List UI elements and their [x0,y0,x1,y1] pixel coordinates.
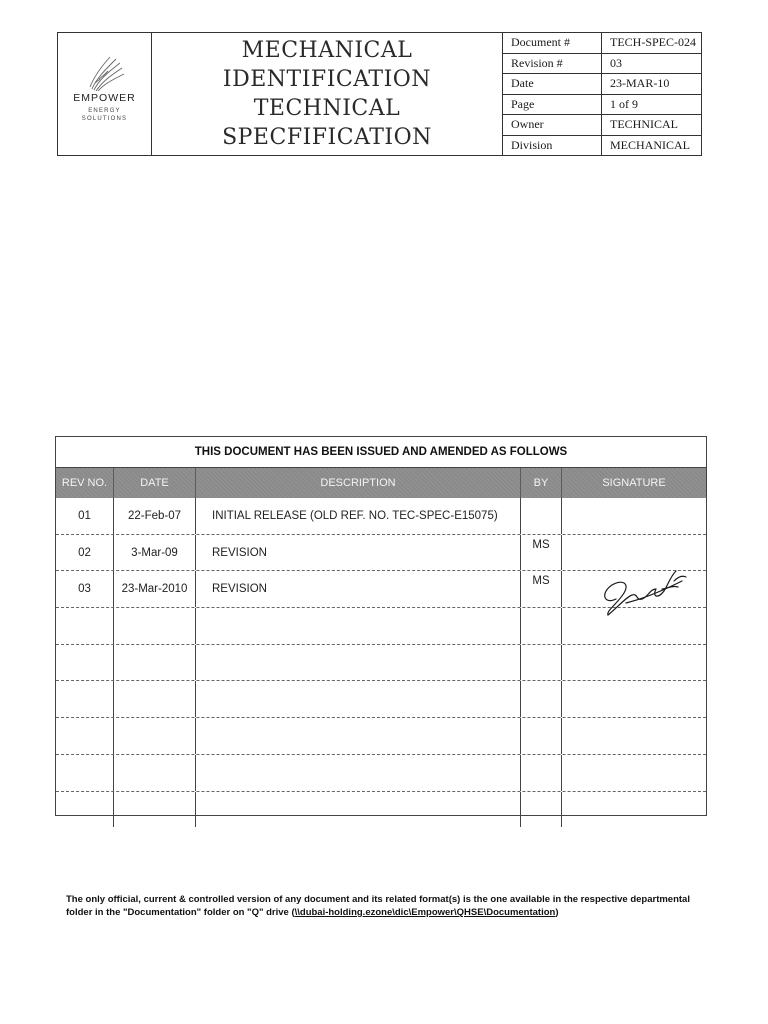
cell-description [196,681,521,717]
cell-signature [562,645,706,681]
amendment-header-row [56,468,706,498]
cell-description [196,792,521,828]
document-meta-table [503,33,701,155]
cell-date: 23-Mar-2010 [114,571,196,607]
cell-description [196,755,521,791]
column-header-by: BY [521,468,562,498]
cell-rev-no [56,608,114,644]
column-header-rev-no: REV NO. [56,468,114,498]
cell-date [114,792,196,828]
cell-rev-no [56,718,114,754]
cell-signature [562,792,706,828]
notice-text-end: ) [555,907,559,918]
meta-row-page [503,95,701,116]
cell-rev-no [56,755,114,791]
cell-by [521,645,562,681]
title-line: IDENTIFICATION [222,67,432,92]
cell-description: REVISION [196,571,521,607]
cell-description [196,718,521,754]
cell-by [521,718,562,754]
logo-cell [58,33,152,155]
table-row [56,645,706,682]
cell-by [521,792,562,828]
cell-rev-no [56,681,114,717]
cell-rev-no [56,792,114,828]
cell-by: MS [521,535,562,571]
cell-date: 3-Mar-09 [114,535,196,571]
cell-date [114,608,196,644]
meta-row-date [503,74,701,95]
cell-date: 22-Feb-07 [114,498,196,534]
cell-description [196,608,521,644]
cell-signature [562,498,706,534]
meta-value: 23-MAR-10 [610,76,670,91]
logo-wordmark: EMPOWER [73,92,136,104]
meta-value: 03 [610,55,622,70]
cell-by: MS [521,571,562,607]
logo-subline-1: ENERGY [88,108,121,114]
cell-by [521,498,562,534]
meta-label: Page [503,95,602,115]
cell-rev-no: 01 [56,498,114,534]
column-header-description: DESCRIPTION [196,468,521,498]
meta-label: Owner [503,115,602,135]
meta-value: MECHANICAL [610,137,690,152]
cell-signature [562,718,706,754]
meta-label: Division [503,136,602,156]
cell-by [521,681,562,717]
cell-rev-no: 02 [56,535,114,571]
cell-date [114,681,196,717]
cell-signature [562,681,706,717]
cell-signature [562,755,706,791]
notice-text: The only official, current & controlled version of any document and its related format(s) is the one available in the respective departmental folder in the "Documentation" folder on "Q" drive ( [66,894,690,918]
table-row [56,681,706,718]
meta-value: 1 of 9 [610,96,638,111]
table-row [56,718,706,755]
table-row [56,571,706,608]
column-header-signature: SIGNATURE [602,477,666,489]
cell-description: INITIAL RELEASE (OLD REF. NO. TEC-SPEC-E15075) [196,498,521,534]
meta-label: Revision # [503,54,602,74]
title-line: TECHNICAL [253,96,401,121]
logo-subline-2: SOLUTIONS [81,116,128,122]
meta-row-division [503,136,701,156]
empower-logo-icon [82,53,126,93]
table-row [56,608,706,645]
meta-label: Date [503,74,602,94]
cell-rev-no: 03 [56,571,114,607]
document-title [152,33,503,155]
title-line: SPECFIFICATION [222,125,432,150]
meta-value: TECHNICAL [610,117,678,132]
meta-row-document-number [503,33,701,54]
table-row [56,792,706,828]
cell-date [114,755,196,791]
cell-date [114,645,196,681]
table-row [56,755,706,792]
meta-label: Document # [503,33,602,53]
documentation-path-link[interactable]: \\dubai-holding.ezone\dic\Empower\QHSE\Documentation [294,907,556,918]
cell-by [521,755,562,791]
meta-row-revision [503,54,701,75]
document-header [57,32,702,156]
table-row [56,498,706,535]
column-header-date: DATE [114,468,196,498]
meta-row-owner [503,115,701,136]
cell-description: REVISION [196,535,521,571]
title-line: MECHANICAL [241,38,413,63]
cell-signature [562,571,706,607]
meta-value: TECH-SPEC-024 [610,35,697,50]
cell-date [114,718,196,754]
cell-description [196,645,521,681]
cell-rev-no [56,645,114,681]
amendment-rows [56,498,706,827]
amendment-table-title: THIS DOCUMENT HAS BEEN ISSUED AND AMENDED AS FOLLOWS [56,437,706,468]
amendment-record-table [55,436,707,816]
controlled-document-notice [66,893,716,919]
cell-by [521,608,562,644]
cell-signature [562,608,706,644]
